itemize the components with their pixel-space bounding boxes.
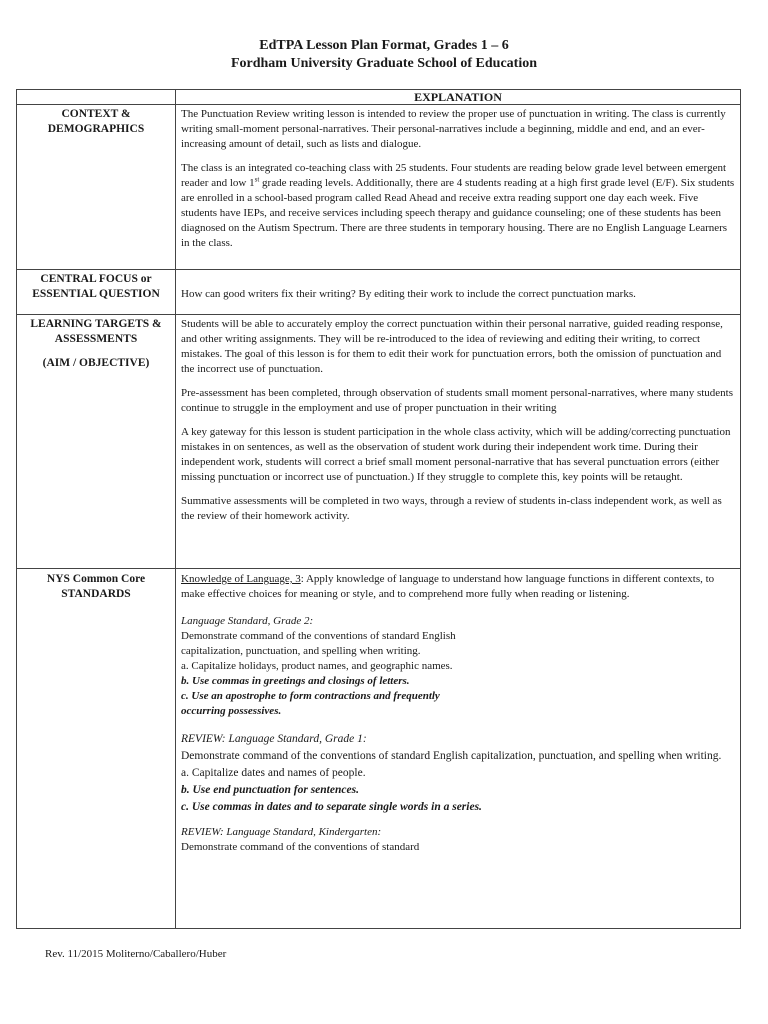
central-label-line2: ESSENTIAL QUESTION	[32, 288, 160, 300]
kindergarten-heading: REVIEW: Language Standard, Kindergarten:	[181, 826, 382, 838]
targets-label-line3: (AIM / OBJECTIVE)	[42, 357, 150, 369]
central-focus-label	[17, 270, 176, 315]
targets-label-line2: ASSESSMENTS	[54, 333, 138, 345]
context-p2-superscript: st	[254, 175, 260, 184]
table-header-row	[17, 90, 741, 105]
central-focus-content	[176, 270, 741, 315]
grade2-text: Demonstrate command of the conventions of standard English capitalization, punctuation, and spelling when writing.	[181, 630, 456, 657]
explanation-header: EXPLANATION	[176, 90, 741, 105]
revision-footer: Rev. 11/2015 Moliterno/Caballero/Huber	[45, 948, 227, 960]
context-label	[17, 105, 176, 270]
central-focus-text: How can good writers fix their writing? By editing their work to include the correct punctuation marks.	[181, 288, 636, 300]
standards-label-line2: STANDARDS	[61, 588, 131, 600]
standards-content	[176, 569, 741, 929]
context-label-line2: DEMOGRAPHICS	[47, 123, 145, 135]
kindergarten-text: Demonstrate command of the conventions of standard	[181, 841, 420, 853]
knowledge-of-language	[181, 572, 735, 602]
grade2-heading: Language Standard, Grade 2:	[181, 615, 314, 627]
targets-paragraph-3: A key gateway for this lesson is student participation in the whole class activity, which will be adding/correcting punctuation mistakes in on sentences, as well as the observation of student work during their independent work time. During their independent work, students will correct a brief small moment personal-narrative that has several punctuation errors (either missing punctuation or incorrect use of punctuation.) If they struggle to complete this, key points will be retaught.	[181, 426, 731, 483]
standards-label	[17, 569, 176, 929]
targets-paragraph-2: Pre-assessment has been completed, through observation of students small moment personal-narratives, where many students continue to struggle in the employment and use of proper punctuation in their writing	[181, 387, 734, 414]
grade1-item-c: c. Use commas in dates and to separate single words in a series.	[181, 801, 482, 813]
grade2-item-a: a. Capitalize holidays, product names, and geographic names.	[181, 660, 453, 672]
learning-targets-label	[17, 315, 176, 569]
document-subtitle: Fordham University Graduate School of Education	[230, 56, 538, 71]
grade1-item-a: a. Capitalize dates and names of people.	[181, 767, 366, 779]
context-paragraph-2	[181, 161, 735, 251]
grade1-heading: REVIEW: Language Standard, Grade 1:	[181, 733, 367, 745]
standards-label-line1: NYS Common Core	[46, 573, 146, 585]
lesson-plan-table	[16, 89, 741, 929]
grade1-text: Demonstrate command of the conventions of standard English capitalization, punctuation, and spelling when writing.	[181, 750, 722, 762]
context-content	[176, 105, 741, 270]
context-label-line1: CONTEXT &	[61, 108, 131, 120]
grade2-item-c: c. Use an apostrophe to form contractions and frequently occurring possessives.	[181, 690, 440, 717]
grade1-item-b: b. Use end punctuation for sentences.	[181, 784, 359, 796]
central-focus-row	[17, 270, 741, 315]
empty-header-cell	[17, 90, 176, 105]
learning-targets-row	[17, 315, 741, 569]
context-p2-part-b: grade reading levels. Additionally, there are 4 students reading at a high first grade level (E/F). Six students are enrolled in a school-based program called Read Ahead and receive extra reading support one day each week. Five students have IEPs, and receive services including speech therapy and guidance counseling; one of these students has been diagnosed on the Autism Spectrum. There are three students in temporary housing. There are no English Language Learners in the class.	[181, 177, 735, 249]
context-row	[17, 105, 741, 270]
knowledge-of-language-link: Knowledge of Language, 3	[181, 573, 301, 585]
targets-paragraph-4: Summative assessments will be completed in two ways, through a review of students in-class independent work, as well as the review of their homework activity.	[181, 495, 722, 522]
knowledge-of-language-text: : Apply knowledge of language to understand how language functions in different contexts, to make effective choices for meaning or style, and to comprehend more fully when reading or listening.	[181, 573, 715, 600]
standards-row	[17, 569, 741, 929]
grade2-item-b: b. Use commas in greetings and closings of letters.	[181, 675, 410, 687]
targets-paragraph-1: Students will be able to accurately employ the correct punctuation within their personal narrative, guided reading response, and other writing assignments. They will be re-introduced to the idea of reviewing and editing their writing, to correct mistakes. The goal of this lesson is for them to edit their work for punctuation errors, both the omission of punctuation and the incorrect use of punctuation.	[181, 318, 723, 375]
learning-targets-content	[176, 315, 741, 569]
targets-label-line1: LEARNING TARGETS &	[30, 318, 162, 330]
document-title: EdTPA Lesson Plan Format, Grades 1 – 6	[259, 38, 509, 53]
context-paragraph-1: The Punctuation Review writing lesson is intended to review the proper use of punctuation in writing. The class is currently writing small-moment personal-narratives. Their personal-narratives include a beginning, middle and end, and an ever-increasing amount of detail, such as lists and dialogue.	[181, 108, 726, 150]
central-label-line1: CENTRAL FOCUS or	[40, 273, 152, 285]
context-p2-part-a: The class is an integrated co-teaching class with 25 students. Four students are reading below grade level between emergent reader and low 1	[181, 162, 727, 189]
